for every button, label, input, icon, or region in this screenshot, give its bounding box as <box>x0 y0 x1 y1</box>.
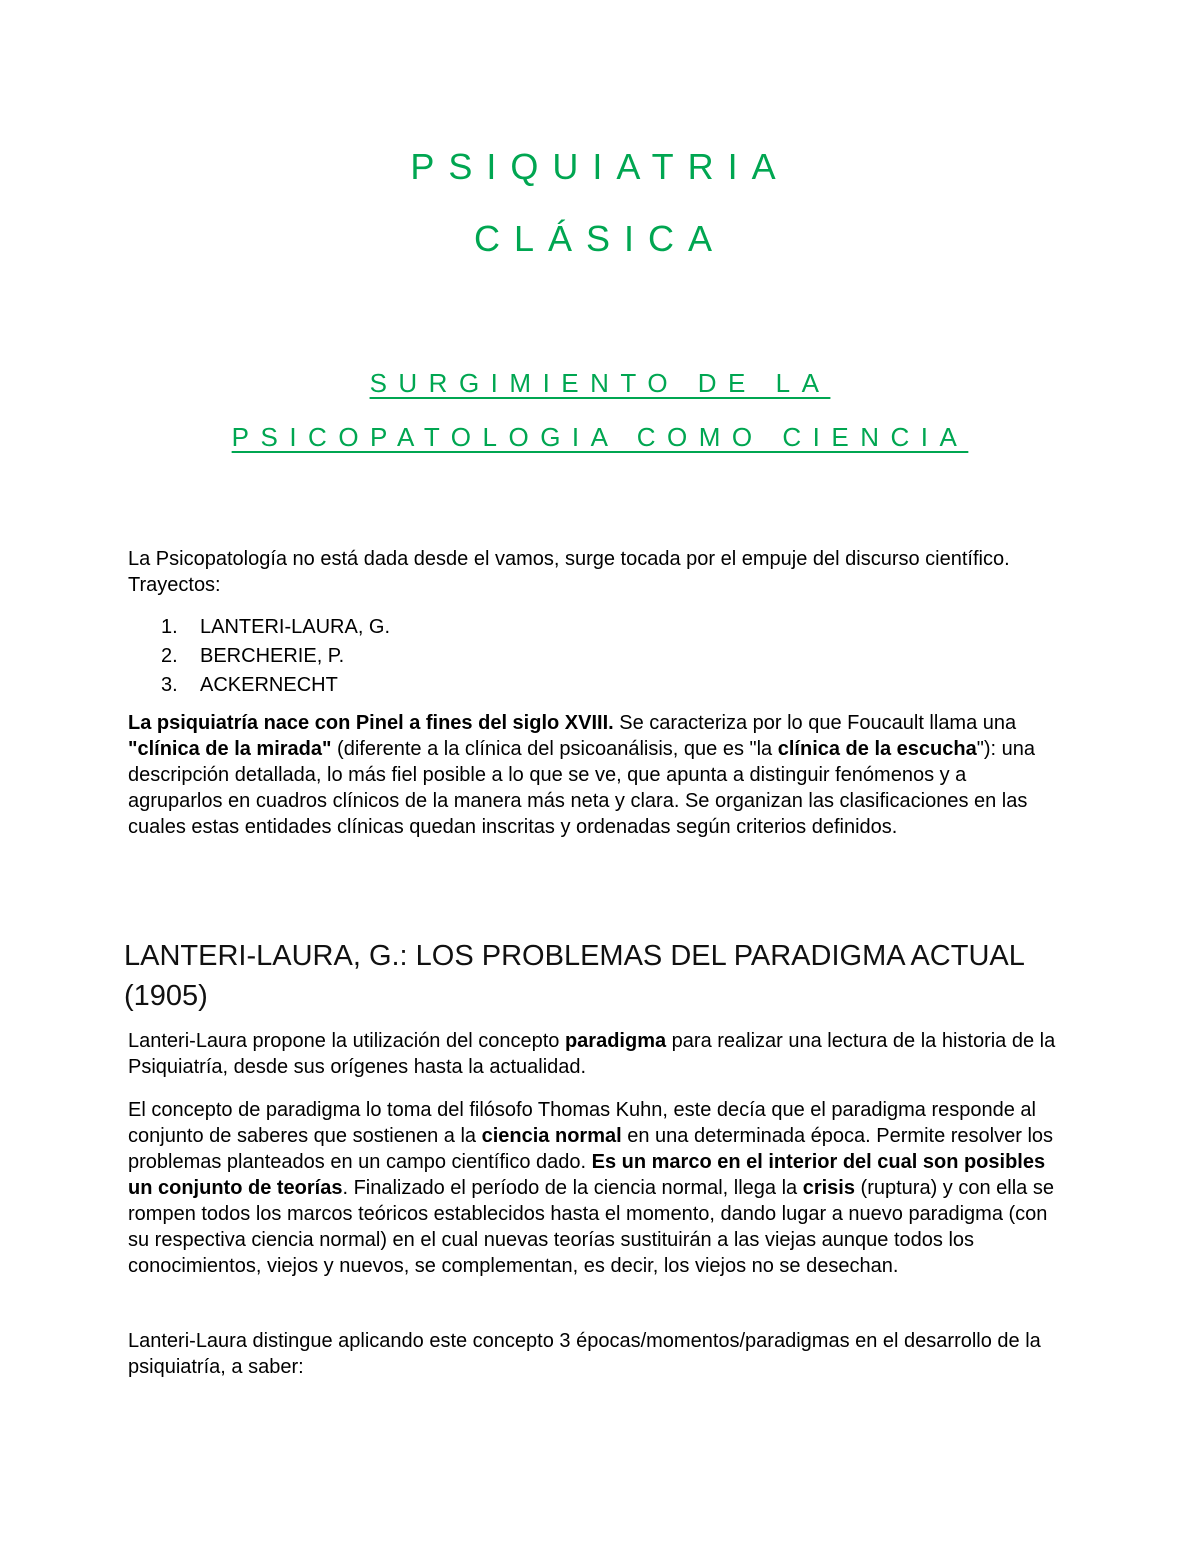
authors-list <box>128 613 390 700</box>
paragraph-text: (diferente a la clínica del psicoanálisis, que es "la <box>331 738 778 760</box>
paragraph-text: "): una descripción detallada, lo más fiel posible a lo que se ve, que apunta a distinguir fenómenos y a agruparlos en cuadros clínicos de la manera más neta y clara. Se organizan las clasificaciones en las cuales estas entidades clínicas quedan inscritas y ordenadas según criterios definidos. <box>128 738 1035 838</box>
paragraph-text: . Finalizado el período de la ciencia normal, llega la <box>342 1177 803 1199</box>
bold-text: La psiquiatría nace con Pinel a fines del siglo XVIII. <box>128 712 614 734</box>
list-item-text: ACKERNECHT <box>200 674 338 696</box>
pinel-paragraph <box>128 710 1063 840</box>
paragraph-text: Lanteri-Laura propone la utilización del concepto <box>128 1030 565 1052</box>
paragraph-text: Lanteri-Laura distingue aplicando este concepto 3 épocas/momentos/paradigmas en el desarrollo de la psiquiatría, a saber: <box>128 1330 1041 1378</box>
lanteri-paragraph-1 <box>128 1028 1063 1080</box>
subtitle-line-2 <box>0 422 1200 453</box>
bold-text: crisis <box>802 1177 855 1199</box>
list-item-number: 2. <box>161 645 178 667</box>
list-item-number: 3. <box>161 674 178 696</box>
bold-text: "clínica de la mirada" <box>128 738 332 760</box>
subtitle-line-1 <box>0 368 1200 399</box>
kuhn-paragraph <box>128 1097 1063 1279</box>
paragraph-text: en una determinada época. Permite resolver los problemas planteados en un campo científico dado. <box>128 1125 1054 1173</box>
subtitle-line-1-text: SURGIMIENTO DE LA <box>369 368 831 398</box>
list-item-text: LANTERI-LAURA, G. <box>200 616 391 638</box>
list-item-number: 1. <box>161 616 178 638</box>
intro-text: La Psicopatología no está dada desde el vamos, surge tocada por el empuje del discurso científico. Trayectos: <box>128 548 1010 596</box>
document-title-line-1: PSIQUIATRIA <box>410 146 790 187</box>
section-heading: LANTERI-LAURA, G.: LOS PROBLEMAS DEL PARADIGMA ACTUAL (1905) <box>124 940 1024 1012</box>
paragraph-text: (ruptura) y con ella se rompen todos los marcos teóricos establecidos hasta el momento, dando lugar a nuevo paradigma (con su respectiva ciencia normal) en el cual nuevas teorías sustituirán a las viejas aunque todos los conocimientos, viejos y nuevos, se complementan, es decir, los viejos no se desechan. <box>128 1177 1054 1277</box>
bold-text: paradigma <box>564 1030 667 1052</box>
bold-text: ciencia normal <box>481 1125 622 1147</box>
paragraph-text: Se caracteriza por lo que Foucault llama una <box>613 712 1017 734</box>
document-title-line-2: CLÁSICA <box>473 218 727 259</box>
list-item <box>128 671 390 700</box>
list-item-text: BERCHERIE, P. <box>200 645 345 667</box>
paragraph-text: El concepto de paradigma lo toma del filósofo Thomas Kuhn, este decía que el paradigma responde al conjunto de saberes que sostienen a la <box>128 1099 1036 1147</box>
list-item <box>128 642 390 671</box>
lanteri-paragraph-2 <box>128 1328 1063 1380</box>
paragraph-text: para realizar una lectura de la historia de la Psiquiatría, desde sus orígenes hasta la actualidad. <box>128 1030 1056 1078</box>
subtitle-line-2-text: PSICOPATOLOGIA COMO CIENCIA <box>231 422 969 452</box>
intro-paragraph <box>128 546 1063 598</box>
list-item <box>128 613 390 642</box>
bold-text: clínica de la escucha <box>777 738 977 760</box>
bold-text: Es un marco en el interior del cual son posibles un conjunto de teorías <box>128 1151 1046 1199</box>
